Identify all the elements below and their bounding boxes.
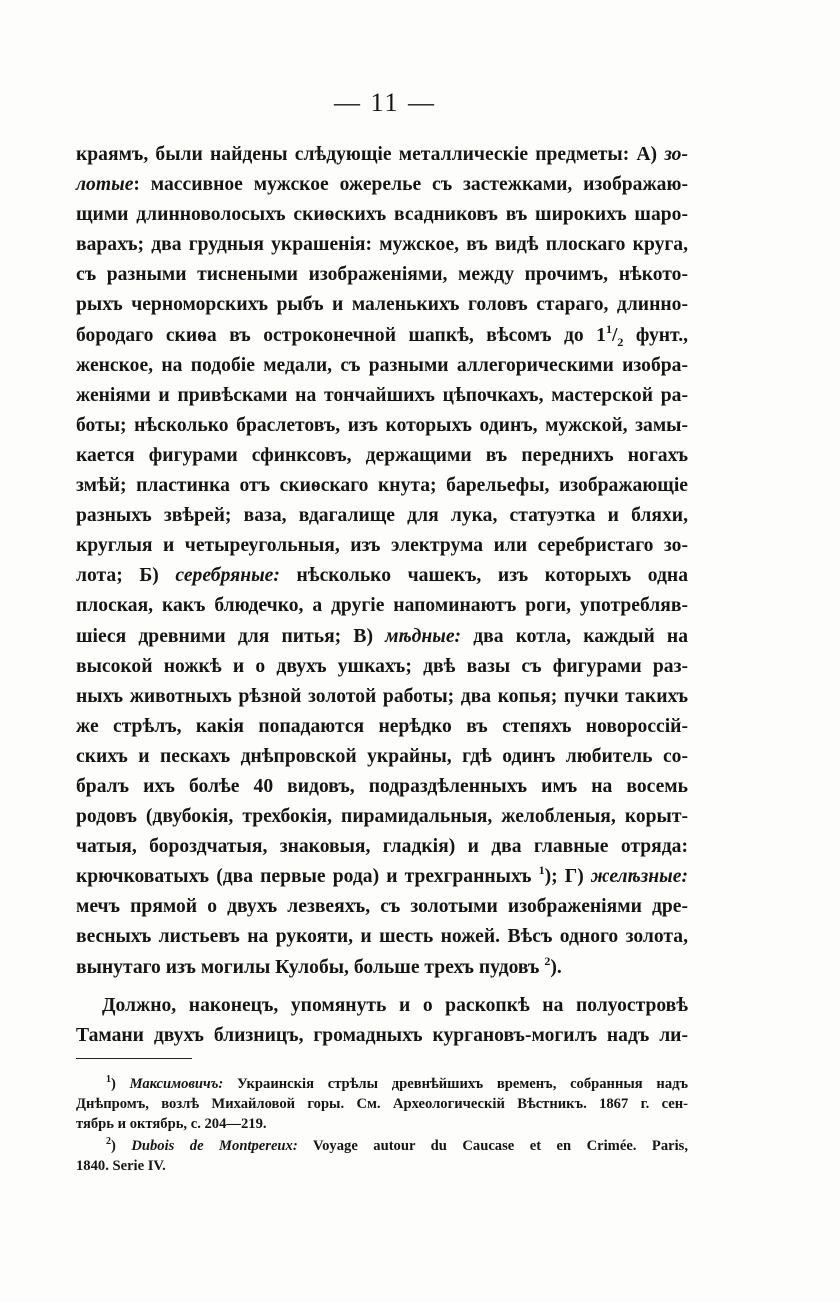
text-line: Тамани двухъ близницъ, громадныхъ кургановъ-могилъ надъ ли- — [76, 1024, 688, 1046]
footnotes — [76, 1074, 688, 1176]
fraction-numerator: 1 — [605, 321, 612, 336]
text-line: весныхъ листьевъ на рукояти, и шесть ножей. Вѣсъ одного золота, — [76, 926, 688, 948]
text-line: шіеся древними для питья; В) мѣдные: два котла, каждый на — [76, 625, 688, 647]
text-line: ныхъ животныхъ рѣзной золотой работы; два копья; пучки такихъ — [76, 685, 688, 707]
text-line: высокой ножкѣ и о двухъ ушкахъ; двѣ вазы съ фигурами раз- — [76, 655, 688, 677]
text-line: родовъ (двубокія, трехбокія, пирамидальныя, желобленыя, корыт- — [76, 806, 688, 828]
text-line: кается фигурами сфинксовъ, держащими въ переднихъ ногахъ — [76, 444, 688, 466]
footnote-1: $^1$) Максимовичъ: Украинскія стрѣлы древнѣйшихъ временъ, собранныя надъ — [106, 1074, 689, 1092]
footnote-2-cont: 1840. Serie IV. — [76, 1158, 166, 1174]
page-number: — 11 — — [333, 88, 437, 117]
footnote-1-cont: Днѣпромъ, возлѣ Михайловой горы. См. Археологическій Вѣстникъ. 1867 г. сен- — [76, 1096, 688, 1112]
text-line: вынутаго изъ могилы Кулобы, больше трехъ пудовъ $^2$). — [76, 953, 562, 978]
text-line: женіями и привѣсками на тончайшихъ цѣпочкахъ, мастерской ра- — [76, 384, 688, 406]
footnote-1-cont: тябрь и октябрь, с. 204—219. — [76, 1116, 267, 1132]
footnote-2: $^2$) Dubois de Montpereux: Voyage autour du Caucase et en Crimée. Paris, — [106, 1136, 688, 1154]
text-line: мечъ прямой о двухъ лезвеяхъ, съ золотыми изображеніями дре- — [76, 896, 688, 918]
text-line: Должно, наконецъ, упомянуть и о раскопкѣ на полуостровѣ — [102, 994, 688, 1016]
text-line: разныхъ звѣрей; ваза, вдагалище для лука, статуэтка и бляхи, — [76, 505, 688, 527]
text-line: змѣй; пластинка отъ скиѳскаго кнута; барельефы, изображающіе — [76, 475, 688, 497]
text-line: лота; Б) серебряные: нѣсколько чашекъ, изъ которыхъ одна — [76, 565, 688, 587]
text-line: женское, на подобіе медали, съ разными аллегорическими изобра- — [76, 354, 688, 376]
text-line: крючковатыхъ (два первые рода) и трехгранныхъ $^1$); Г) желѣзные: — [76, 863, 688, 888]
footnote-ref-1: 1 — [538, 863, 545, 878]
text-line: боты; нѣсколько браслетовъ, изъ которыхъ одинъ, мужской, замы- — [76, 414, 688, 436]
text-line: варахъ; два грудныя украшенія: мужское, въ видѣ плоскаго круга, — [76, 234, 688, 256]
text-line: краямъ, были найдены слѣдующіе металлическіе предметы: А) зо- — [76, 144, 688, 165]
text-line: лотые: массивное мужское ожерелье съ застежками, изображаю- — [76, 174, 688, 196]
text-line: бородаго скиѳа въ остроконечной шапкѣ, вѣсомъ до $1^1/_2$ фунт., — [76, 321, 688, 349]
text-line: бралъ ихъ болѣе 40 видовъ, подраздѣленныхъ имъ на восемь — [76, 775, 688, 797]
text-line: плоская, какъ блюдечко, а другіе напоминаютъ роги, употребляв- — [76, 595, 688, 617]
footnote-ref-2: 2 — [544, 953, 551, 968]
text-line: рыхъ черноморскихъ рыбъ и маленькихъ головъ стараго, длинно- — [76, 294, 688, 316]
text-line: съ разными тиснеными изображеніями, между прочимъ, нѣкото- — [76, 264, 688, 286]
text-line: чатыя, бороздчатыя, знаковыя, гладкія) и два главные отряда: — [76, 836, 688, 858]
text-line: круглыя и четыреугольныя, изъ электрума или серебристаго зо- — [76, 535, 688, 557]
text-line: скихъ и пескахъ днѣпровской украйны, гдѣ одинъ любитель со- — [76, 745, 688, 767]
text-line: щими длинноволосыхъ скиѳскихъ всадниковъ въ широкихъ шаро- — [76, 204, 688, 226]
text-line: же стрѣлъ, какія попадаются нерѣдко въ степяхъ новороссій- — [76, 715, 688, 737]
main-text — [76, 140, 688, 1051]
footnote-divider — [76, 1058, 192, 1059]
